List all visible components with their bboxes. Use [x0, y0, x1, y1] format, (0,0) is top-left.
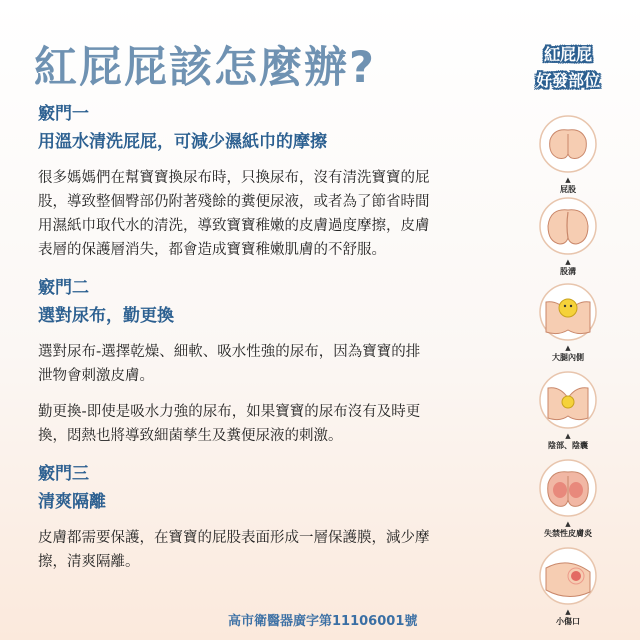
body-part-inner-thigh: [536, 282, 600, 363]
badge-line-2: 好發部位: [535, 71, 600, 90]
genital-illustration-icon: [538, 370, 598, 430]
section-3-paragraph: 皮膚都需要保護，在寶寶的屁股表面形成一層保護膜，減少摩擦，清爽隔離。: [38, 530, 430, 570]
gluteal-cleft-illustration-icon: [538, 196, 598, 256]
section-2-label: 竅門二: [38, 278, 89, 298]
body-part-label: 小傷口: [556, 617, 580, 626]
section-3-label: 竅門三: [38, 464, 89, 484]
body-part-label: 失禁性皮膚炎: [544, 529, 592, 538]
pointer-arrow-icon: ▲: [565, 344, 571, 352]
ad-license-number: 高市衛醫器廣字第11106001號: [228, 614, 418, 629]
section-1: [38, 102, 430, 262]
content-column: [38, 102, 430, 574]
inner-thigh-illustration-icon: [538, 282, 598, 342]
pointer-arrow-icon: ▲: [565, 258, 571, 266]
section-3-heading: 清爽隔離: [38, 492, 106, 512]
incontinence-dermatitis-illustration-icon: [538, 458, 598, 518]
section-1-paragraph: 很多媽媽們在幫寶寶換尿布時，只換尿布，沒有清洗寶寶的屁股，導致整個臀部仍附著殘餘的糞便尿液，或者為了節省時間用濕紙巾取代水的清洗，導致寶寶稚嫩的皮膚過度摩擦，皮膚表層的保護層消失，都會造成寶寶稚嫩肌膚的不舒服。: [38, 170, 430, 258]
body-part-genital: [536, 370, 600, 451]
body-part-buttocks: [536, 114, 600, 195]
affected-areas-badge: [528, 42, 608, 98]
section-2-heading: 選對尿布，勤更換: [38, 306, 174, 326]
section-3: [38, 462, 430, 574]
badge-line-1: 紅屁屁: [543, 45, 592, 64]
body-part-label: 大腿內側: [552, 353, 584, 362]
pointer-arrow-icon: ▲: [565, 432, 571, 440]
page-title: 紅屁屁該怎麼辦?: [34, 43, 376, 93]
body-part-label: 陰部、陰囊: [548, 441, 588, 450]
section-1-label: 竅門一: [38, 104, 89, 124]
pointer-arrow-icon: ▲: [565, 520, 571, 528]
section-2-paragraph-2: 勤更換-即使是吸水力強的尿布，如果寶寶的尿布沒有及時更換，悶熱也將導致細菌孳生及糞便尿液的刺激。: [38, 404, 421, 444]
body-part-gluteal-cleft: [536, 196, 600, 277]
body-part-small-wound: [536, 546, 600, 627]
buttocks-illustration-icon: [538, 114, 598, 174]
small-wound-illustration-icon: [538, 546, 598, 606]
pointer-arrow-icon: ▲: [565, 608, 571, 616]
body-part-label: 屁股: [560, 185, 576, 194]
section-1-heading: 用溫水清洗屁屁，可減少濕紙巾的摩擦: [38, 132, 327, 152]
body-part-incontinence-dermatitis: [536, 458, 600, 539]
body-part-label: 股溝: [560, 267, 576, 276]
section-2-paragraph-1: 選對尿布-選擇乾燥、細軟、吸水性強的尿布，因為寶寶的排泄物會刺激皮膚。: [38, 344, 421, 384]
section-2: [38, 276, 430, 448]
pointer-arrow-icon: ▲: [565, 176, 571, 184]
